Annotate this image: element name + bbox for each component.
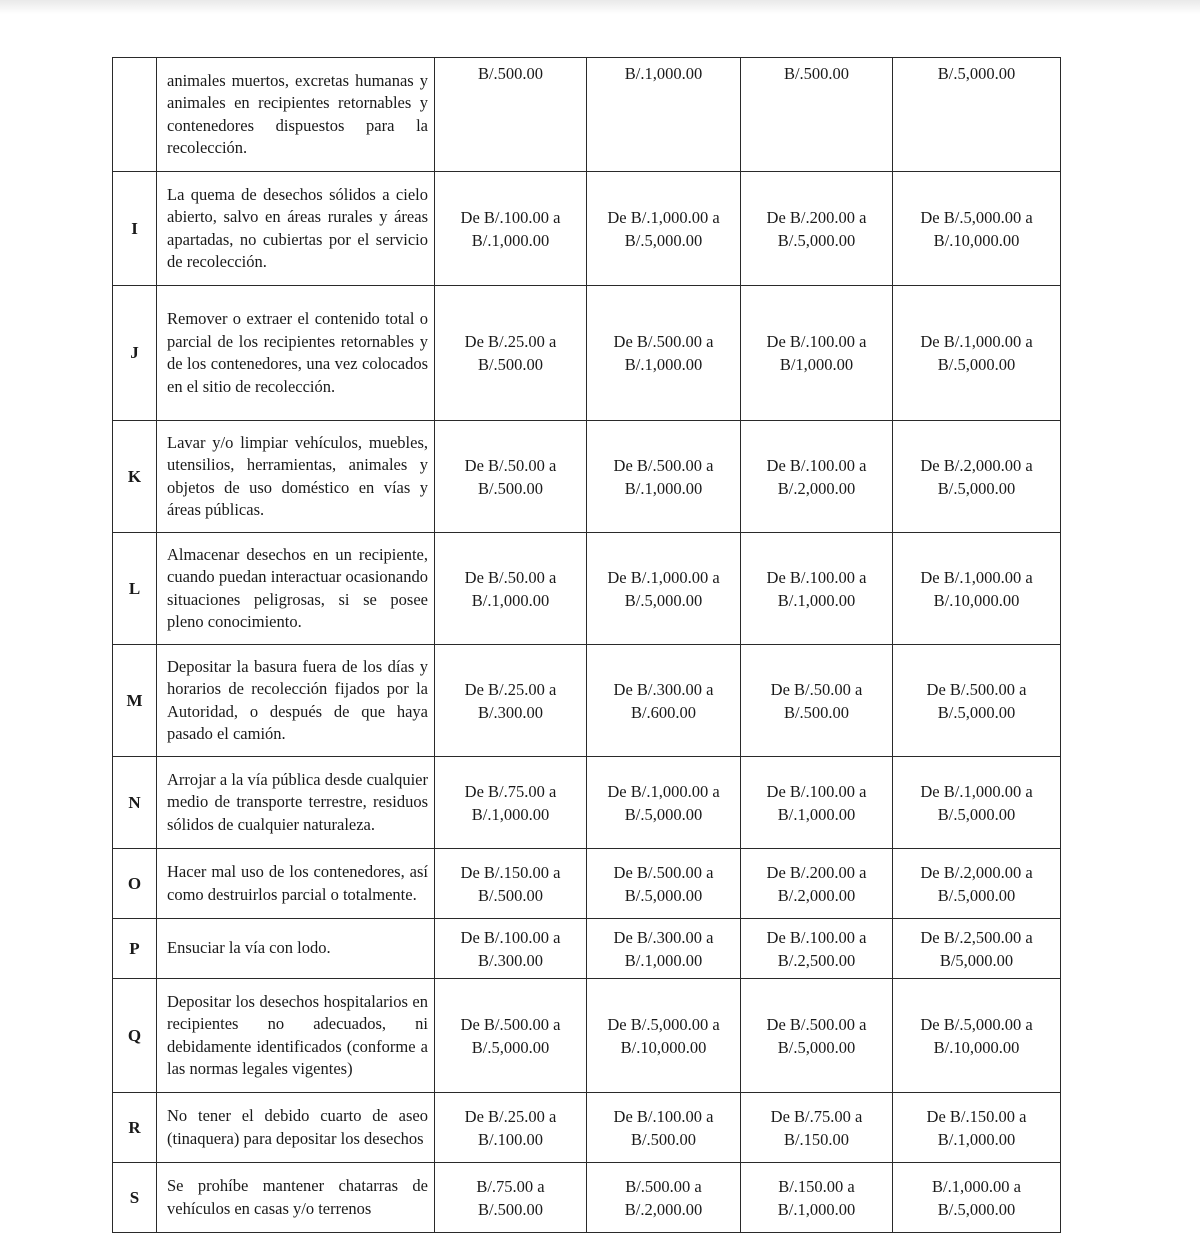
table-row (113, 533, 1061, 645)
table-row (113, 645, 1061, 757)
fine-amount-col4: De B/.2,500.00 a B/5,000.00 (893, 919, 1061, 979)
fine-amount-col3: De B/.75.00 a B/.150.00 (741, 1093, 893, 1163)
table-row (113, 172, 1061, 286)
fines-table (112, 57, 1061, 1233)
infraction-description: Se prohíbe mantener chatarras de vehículos en casas y/o terrenos (157, 1163, 435, 1233)
fine-amount-col2: De B/.100.00 a B/.500.00 (587, 1093, 741, 1163)
fine-amount-col4: B/.1,000.00 a B/.5,000.00 (893, 1163, 1061, 1233)
table-row (113, 849, 1061, 919)
fine-amount-col2: De B/.5,000.00 a B/.10,000.00 (587, 979, 741, 1093)
row-letter: J (113, 286, 157, 421)
row-letter: P (113, 919, 157, 979)
fine-amount-col3: De B/.500.00 a B/.5,000.00 (741, 979, 893, 1093)
infraction-description: Almacenar desechos en un recipiente, cuando puedan interactuar ocasionando situaciones peligrosas, si se posee pleno conocimiento. (157, 533, 435, 645)
fine-amount-col1: De B/.25.00 a B/.100.00 (435, 1093, 587, 1163)
fine-amount-col3: De B/.100.00 a B/.2,000.00 (741, 421, 893, 533)
infraction-description: Ensuciar la vía con lodo. (157, 919, 435, 979)
fine-amount-col3: B/.500.00 (741, 58, 893, 172)
fine-amount-col2: De B/.300.00 a B/.600.00 (587, 645, 741, 757)
fine-amount-col3: B/.150.00 a B/.1,000.00 (741, 1163, 893, 1233)
fine-amount-col3: De B/.100.00 a B/1,000.00 (741, 286, 893, 421)
fine-amount-col1: De B/.150.00 a B/.500.00 (435, 849, 587, 919)
infraction-description: Hacer mal uso de los contenedores, así como destruirlos parcial o totalmente. (157, 849, 435, 919)
infraction-description: Remover o extraer el contenido total o parcial de los recipientes retornables y de los contenedores, una vez colocados en el sitio de recolección. (157, 286, 435, 421)
table-row (113, 286, 1061, 421)
row-letter (113, 58, 157, 172)
fine-amount-col1: B/.75.00 a B/.500.00 (435, 1163, 587, 1233)
fine-amount-col1: De B/.25.00 a B/.300.00 (435, 645, 587, 757)
row-letter: I (113, 172, 157, 286)
fine-amount-col3: De B/.100.00 a B/.1,000.00 (741, 757, 893, 849)
fine-amount-col2: De B/.1,000.00 a B/.5,000.00 (587, 757, 741, 849)
fine-amount-col4: De B/.5,000.00 a B/.10,000.00 (893, 979, 1061, 1093)
fine-amount-col4: B/.5,000.00 (893, 58, 1061, 172)
fine-amount-col4: De B/.150.00 a B/.1,000.00 (893, 1093, 1061, 1163)
row-letter: K (113, 421, 157, 533)
row-letter: S (113, 1163, 157, 1233)
fine-amount-col1: De B/.100.00 a B/.300.00 (435, 919, 587, 979)
fine-amount-col3: De B/.200.00 a B/.5,000.00 (741, 172, 893, 286)
table-row (113, 58, 1061, 172)
table-row (113, 421, 1061, 533)
infraction-description: Arrojar a la vía pública desde cualquier medio de transporte terrestre, residuos sólidos de cualquier naturaleza. (157, 757, 435, 849)
fine-amount-col1: B/.500.00 (435, 58, 587, 172)
fine-amount-col4: De B/.1,000.00 a B/.10,000.00 (893, 533, 1061, 645)
table-row (113, 979, 1061, 1093)
fine-amount-col1: De B/.50.00 a B/.1,000.00 (435, 533, 587, 645)
infraction-description: Depositar los desechos hospitalarios en recipientes no adecuados, ni debidamente identificados (conforme a las normas legales vigentes) (157, 979, 435, 1093)
infraction-description: Depositar la basura fuera de los días y horarios de recolección fijados por la Autoridad, o después de que haya pasado el camión. (157, 645, 435, 757)
fine-amount-col3: De B/.100.00 a B/.1,000.00 (741, 533, 893, 645)
fine-amount-col2: De B/.500.00 a B/.5,000.00 (587, 849, 741, 919)
fine-amount-col2: B/.1,000.00 (587, 58, 741, 172)
fine-amount-col1: De B/.500.00 a B/.5,000.00 (435, 979, 587, 1093)
row-letter: N (113, 757, 157, 849)
fine-amount-col3: De B/.200.00 a B/.2,000.00 (741, 849, 893, 919)
fine-amount-col2: De B/.300.00 a B/.1,000.00 (587, 919, 741, 979)
fine-amount-col4: De B/.5,000.00 a B/.10,000.00 (893, 172, 1061, 286)
fine-amount-col2: De B/.500.00 a B/.1,000.00 (587, 421, 741, 533)
table-row (113, 1093, 1061, 1163)
row-letter: O (113, 849, 157, 919)
infraction-description: Lavar y/o limpiar vehículos, muebles, utensilios, herramientas, animales y objetos de uso doméstico en vías y áreas públicas. (157, 421, 435, 533)
fine-amount-col2: De B/.1,000.00 a B/.5,000.00 (587, 533, 741, 645)
fine-amount-col2: De B/.1,000.00 a B/.5,000.00 (587, 172, 741, 286)
row-letter: L (113, 533, 157, 645)
fine-amount-col1: De B/.25.00 a B/.500.00 (435, 286, 587, 421)
fine-amount-col3: De B/.100.00 a B/.2,500.00 (741, 919, 893, 979)
fine-amount-col1: De B/.50.00 a B/.500.00 (435, 421, 587, 533)
fine-amount-col4: De B/.1,000.00 a B/.5,000.00 (893, 757, 1061, 849)
table-row (113, 1163, 1061, 1233)
infraction-description: La quema de desechos sólidos a cielo abierto, salvo en áreas rurales y áreas apartadas, no cubiertas por el servicio de recolección. (157, 172, 435, 286)
fine-amount-col4: De B/.500.00 a B/.5,000.00 (893, 645, 1061, 757)
row-letter: R (113, 1093, 157, 1163)
infraction-description: animales muertos, excretas humanas y animales en recipientes retornables y contenedores dispuestos para la recolección. (157, 58, 435, 172)
row-letter: M (113, 645, 157, 757)
table-row (113, 919, 1061, 979)
fine-amount-col4: De B/.1,000.00 a B/.5,000.00 (893, 286, 1061, 421)
fine-amount-col2: De B/.500.00 a B/.1,000.00 (587, 286, 741, 421)
fine-amount-col3: De B/.50.00 a B/.500.00 (741, 645, 893, 757)
fine-amount-col1: De B/.75.00 a B/.1,000.00 (435, 757, 587, 849)
fine-amount-col1: De B/.100.00 a B/.1,000.00 (435, 172, 587, 286)
fine-amount-col2: B/.500.00 a B/.2,000.00 (587, 1163, 741, 1233)
infraction-description: No tener el debido cuarto de aseo (tinaquera) para depositar los desechos (157, 1093, 435, 1163)
fine-amount-col4: De B/.2,000.00 a B/.5,000.00 (893, 849, 1061, 919)
table-row (113, 757, 1061, 849)
row-letter: Q (113, 979, 157, 1093)
fine-amount-col4: De B/.2,000.00 a B/.5,000.00 (893, 421, 1061, 533)
